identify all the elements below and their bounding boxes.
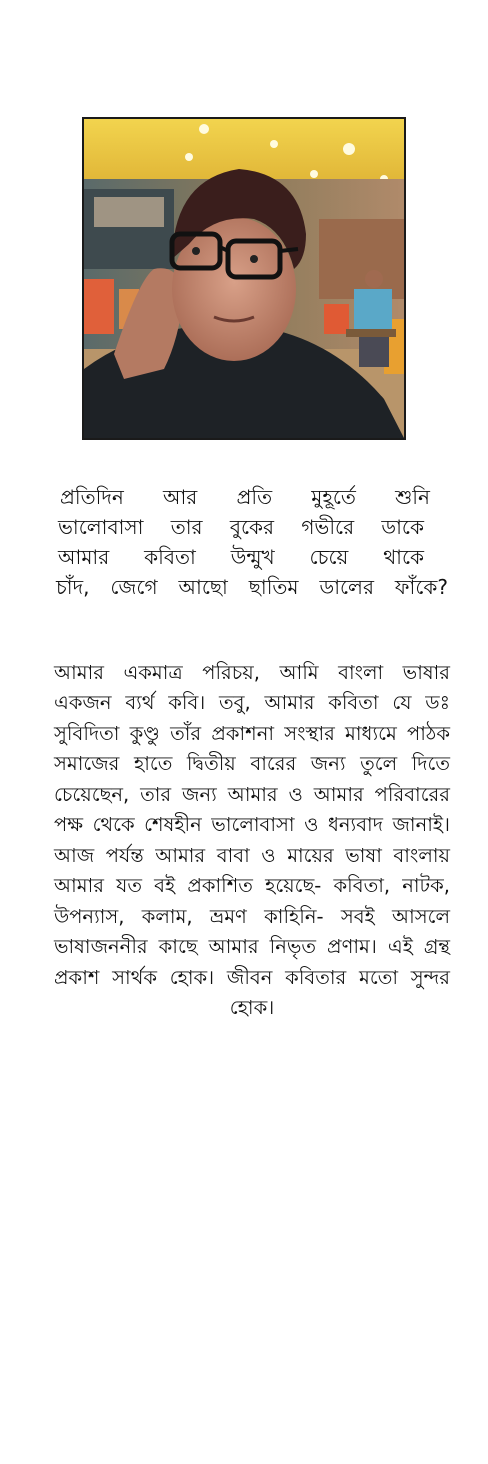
poem-word: ডালের xyxy=(319,575,374,599)
poem-word: আর xyxy=(162,485,198,509)
author-portrait-image xyxy=(84,119,404,438)
poem-word: কবিতা xyxy=(144,545,196,569)
poem-word: জেগে xyxy=(110,575,158,599)
poem-line xyxy=(56,482,448,512)
author-bio-paragraph: আমার একমাত্র পরিচয়, আমি বাংলা ভাষার একজন ব্যর্থ কবি। তবু, আমার কবিতা যে ডঃ সুবিদিতা কুণ্ডু তাঁর প্রকাশনা সংস্থার মাধ্যমে পাঠক সমাজের হাতে দ্বিতীয় বারের জন্য তুলে দিতে চেয়েছেন, তার জন্য আমার ও আমার পরিবারের পক্ষ থেকে শেষহীন ভালোবাসা ও ধন্যবাদ জানাই। আজ পর্যন্ত আমার বাবা ও মায়ের ভাষা বাংলায় আমার যত বই প্রকাশিত হয়েছে- কবিতা, নাটক, উপন্যাস, কলাম, ভ্রমণ কাহিনি- সবই আসলে ভাষাজননীর কাছে আমার নিভৃত প্রণাম। এই গ্রন্থ প্রকাশ সার্থক হোক। জীবন কবিতার মতো সুন্দর হোক। xyxy=(54,660,450,1019)
poem-word: মুহূর্তে xyxy=(311,485,356,509)
author-photo xyxy=(82,117,406,440)
poem-word: আছো xyxy=(178,575,228,599)
poem-word: আমার xyxy=(58,545,110,569)
poem-word: চাঁদ, xyxy=(56,575,90,599)
poem-stanza xyxy=(56,482,448,602)
poem-word: ফাঁকে? xyxy=(394,575,448,599)
poem-word: গভীরে xyxy=(301,515,355,539)
poem-line xyxy=(56,542,448,572)
poem-word: উন্মুখ xyxy=(230,545,275,569)
poem-word: চেয়ে xyxy=(309,545,349,569)
poem-line xyxy=(56,572,448,602)
poem-word: ডাকে xyxy=(381,515,424,539)
poem-word: ভালোবাসা xyxy=(58,515,144,539)
poem-line xyxy=(56,512,448,542)
poem-word: থাকে xyxy=(383,545,424,569)
poem-word: শুনি xyxy=(395,485,430,509)
poem-word: তার xyxy=(170,515,203,539)
poem-word: প্রতি xyxy=(236,485,273,509)
poem-word: বুকের xyxy=(229,515,274,539)
poem-word: ছাতিম xyxy=(248,575,299,599)
poem-word: প্রতিদিন xyxy=(60,485,124,509)
